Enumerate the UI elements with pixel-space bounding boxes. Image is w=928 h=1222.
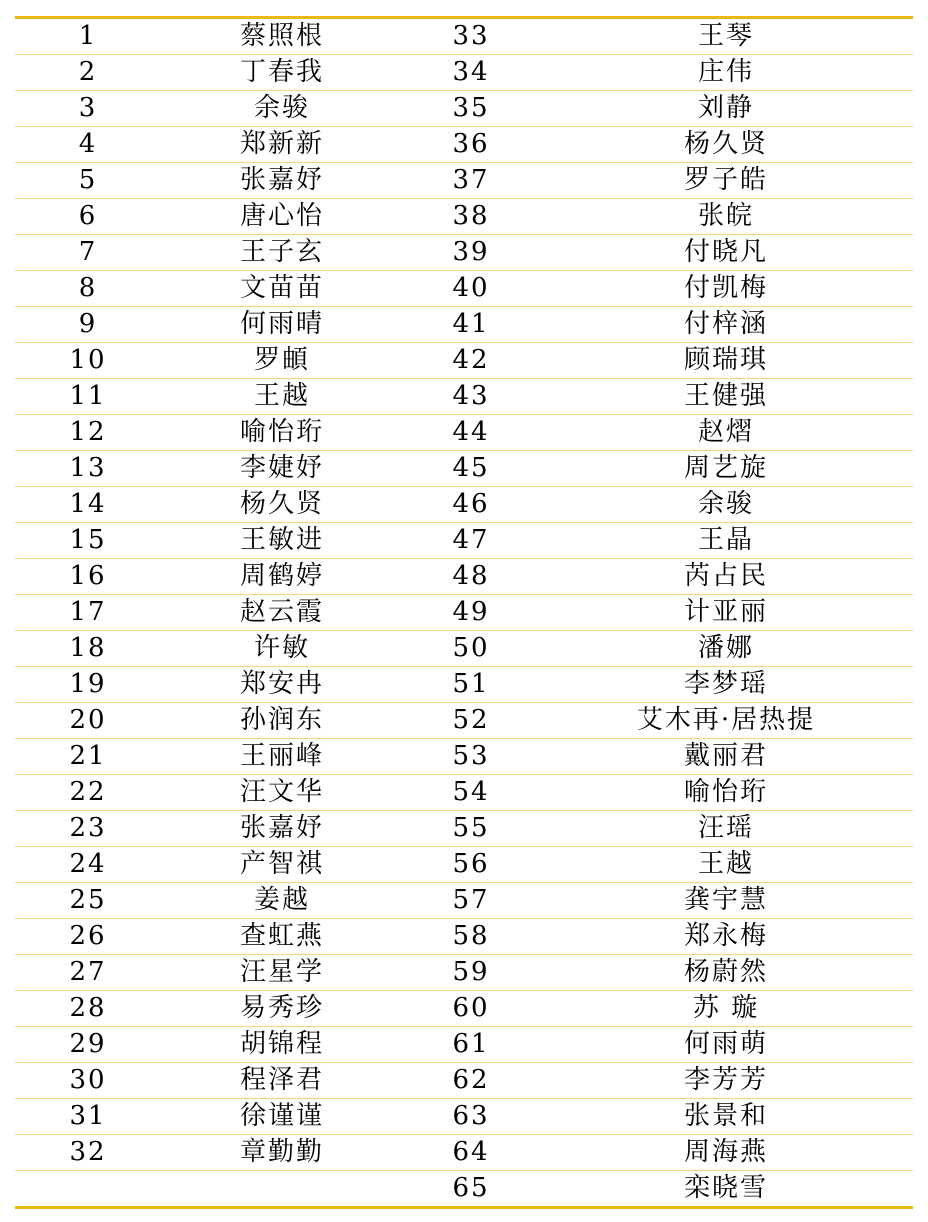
right-name-cell: 杨蔚然 — [683, 957, 768, 987]
left-number-cell: 11 — [69, 381, 107, 411]
right-name-cell: 计亚丽 — [683, 597, 768, 627]
left-name-cell: 程泽君 — [239, 1065, 324, 1095]
left-number-cell: 9 — [78, 309, 98, 339]
left-name-cell: 王丽峰 — [239, 741, 324, 771]
table-row — [15, 91, 913, 127]
left-name-cell: 王子玄 — [239, 237, 324, 267]
right-number-cell: 65 — [452, 1173, 490, 1203]
left-number-cell: 12 — [69, 417, 107, 447]
left-number-cell: 18 — [69, 633, 107, 663]
right-name-cell: 潘娜 — [697, 633, 754, 663]
left-number-cell: 15 — [69, 525, 107, 555]
table-row — [15, 667, 913, 703]
right-number-cell: 61 — [452, 1029, 490, 1059]
right-number-cell: 53 — [452, 741, 490, 771]
table-row — [15, 271, 913, 307]
table-row — [15, 163, 913, 199]
left-number-cell: 28 — [69, 993, 107, 1023]
left-name-cell: 唐心怡 — [239, 201, 324, 231]
table-row — [15, 1171, 913, 1206]
left-number-cell: 8 — [78, 273, 98, 303]
left-name-cell: 汪星学 — [239, 957, 324, 987]
right-name-cell: 庄伟 — [697, 57, 754, 87]
left-number-cell: 22 — [69, 777, 107, 807]
table-row — [15, 1027, 913, 1063]
right-number-cell: 41 — [452, 309, 490, 339]
right-number-cell: 37 — [452, 165, 490, 195]
left-number-cell: 29 — [69, 1029, 107, 1059]
table-row — [15, 991, 913, 1027]
left-name-cell: 余骏 — [253, 93, 310, 123]
left-number-cell: 27 — [69, 957, 107, 987]
table-row — [15, 775, 913, 811]
table-row — [15, 883, 913, 919]
table-row — [15, 1063, 913, 1099]
right-name-cell: 王越 — [697, 849, 754, 879]
table-row — [15, 595, 913, 631]
left-name-cell: 何雨晴 — [239, 309, 324, 339]
table-row — [15, 199, 913, 235]
right-name-cell: 苏 璇 — [692, 993, 760, 1023]
left-name-cell: 易秀珍 — [239, 993, 324, 1023]
right-number-cell: 59 — [452, 957, 490, 987]
right-name-cell: 龚宇慧 — [683, 885, 768, 915]
table-row — [15, 919, 913, 955]
right-name-cell: 喻怡珩 — [683, 777, 768, 807]
right-name-cell: 赵熠 — [697, 417, 754, 447]
right-name-cell: 付凯梅 — [683, 273, 768, 303]
right-number-cell: 56 — [452, 849, 490, 879]
right-number-cell: 46 — [452, 489, 490, 519]
right-name-cell: 杨久贤 — [683, 129, 768, 159]
right-name-cell: 周艺旋 — [683, 453, 768, 483]
left-name-cell: 郑安冉 — [239, 669, 324, 699]
left-name-cell: 孙润东 — [239, 705, 324, 735]
table-row — [15, 811, 913, 847]
left-name-cell: 周鹤婷 — [239, 561, 324, 591]
left-name-cell: 罗頔 — [253, 345, 310, 375]
right-number-cell: 64 — [452, 1137, 490, 1167]
right-name-cell: 顾瑞琪 — [683, 345, 768, 375]
right-name-cell: 王琴 — [697, 21, 754, 51]
left-name-cell: 赵云霞 — [239, 597, 324, 627]
table-row — [15, 379, 913, 415]
right-number-cell: 39 — [452, 237, 490, 267]
left-name-cell: 王敏进 — [239, 525, 324, 555]
table-row — [15, 955, 913, 991]
left-number-cell: 32 — [69, 1137, 107, 1167]
left-number-cell: 19 — [69, 669, 107, 699]
left-name-cell: 李婕妤 — [239, 453, 324, 483]
right-name-cell: 张景和 — [683, 1101, 768, 1131]
left-number-cell: 20 — [69, 705, 107, 735]
right-name-cell: 周海燕 — [683, 1137, 768, 1167]
name-list-table — [15, 16, 913, 1209]
table-row — [15, 523, 913, 559]
table-row — [15, 19, 913, 55]
table-row — [15, 739, 913, 775]
left-number-cell: 6 — [78, 201, 98, 231]
left-name-cell: 杨久贤 — [239, 489, 324, 519]
table-row — [15, 55, 913, 91]
right-number-cell: 57 — [452, 885, 490, 915]
table-row — [15, 847, 913, 883]
table-row — [15, 487, 913, 523]
left-name-cell: 蔡照根 — [239, 21, 324, 51]
table-row — [15, 307, 913, 343]
right-name-cell: 何雨萌 — [683, 1029, 768, 1059]
table-row — [15, 451, 913, 487]
right-name-cell: 付梓涵 — [683, 309, 768, 339]
right-number-cell: 33 — [452, 21, 490, 51]
left-name-cell: 文苗苗 — [239, 273, 324, 303]
right-name-cell: 余骏 — [697, 489, 754, 519]
left-name-cell: 王越 — [253, 381, 310, 411]
left-name-cell: 胡锦程 — [239, 1029, 324, 1059]
table-row — [15, 127, 913, 163]
right-name-cell: 刘静 — [697, 93, 754, 123]
right-name-cell: 李梦瑶 — [683, 669, 768, 699]
left-number-cell: 5 — [78, 165, 98, 195]
right-number-cell: 45 — [452, 453, 490, 483]
right-number-cell: 62 — [452, 1065, 490, 1095]
left-number-cell: 4 — [78, 129, 98, 159]
left-number-cell: 10 — [69, 345, 107, 375]
table-row — [15, 1135, 913, 1171]
right-number-cell: 40 — [452, 273, 490, 303]
right-number-cell: 54 — [452, 777, 490, 807]
right-name-cell: 栾晓雪 — [683, 1173, 768, 1203]
right-name-cell: 戴丽君 — [683, 741, 768, 771]
right-number-cell: 38 — [452, 201, 490, 231]
left-name-cell: 产智祺 — [239, 849, 324, 879]
table-row — [15, 415, 913, 451]
right-number-cell: 44 — [452, 417, 490, 447]
right-name-cell: 王晶 — [697, 525, 754, 555]
left-name-cell: 姜越 — [253, 885, 310, 915]
table-row — [15, 559, 913, 595]
right-name-cell: 罗子皓 — [683, 165, 768, 195]
right-number-cell: 42 — [452, 345, 490, 375]
left-number-cell: 16 — [69, 561, 107, 591]
right-number-cell: 60 — [452, 993, 490, 1023]
right-name-cell: 郑永梅 — [683, 921, 768, 951]
right-number-cell: 52 — [452, 705, 490, 735]
table-row — [15, 631, 913, 667]
left-number-cell: 21 — [69, 741, 107, 771]
left-number-cell: 1 — [78, 21, 98, 51]
left-number-cell: 14 — [69, 489, 107, 519]
right-number-cell: 47 — [452, 525, 490, 555]
left-name-cell: 汪文华 — [239, 777, 324, 807]
left-name-cell: 查虹燕 — [239, 921, 324, 951]
right-number-cell: 35 — [452, 93, 490, 123]
left-number-cell: 17 — [69, 597, 107, 627]
left-number-cell: 31 — [69, 1101, 107, 1131]
right-name-cell: 芮占民 — [683, 561, 768, 591]
left-number-cell: 13 — [69, 453, 107, 483]
right-name-cell: 张皖 — [697, 201, 754, 231]
left-name-cell: 喻怡珩 — [239, 417, 324, 447]
left-number-cell: 26 — [69, 921, 107, 951]
table-row — [15, 235, 913, 271]
right-number-cell: 34 — [452, 57, 490, 87]
right-number-cell: 43 — [452, 381, 490, 411]
left-name-cell: 张嘉妤 — [239, 165, 324, 195]
left-number-cell: 25 — [69, 885, 107, 915]
left-name-cell: 郑新新 — [239, 129, 324, 159]
right-number-cell: 49 — [452, 597, 490, 627]
left-number-cell: 7 — [78, 237, 98, 267]
left-number-cell: 2 — [78, 57, 98, 87]
table-row — [15, 1099, 913, 1135]
left-number-cell: 30 — [69, 1065, 107, 1095]
right-number-cell: 36 — [452, 129, 490, 159]
right-name-cell: 王健强 — [683, 381, 768, 411]
right-name-cell: 付晓凡 — [683, 237, 768, 267]
right-name-cell: 艾木再·居热提 — [636, 705, 816, 735]
right-number-cell: 48 — [452, 561, 490, 591]
left-name-cell: 张嘉妤 — [239, 813, 324, 843]
left-name-cell: 许敏 — [253, 633, 310, 663]
table-row — [15, 703, 913, 739]
right-number-cell: 55 — [452, 813, 490, 843]
table-row — [15, 343, 913, 379]
left-name-cell: 徐谨谨 — [239, 1101, 324, 1131]
left-name-cell: 丁春我 — [239, 57, 324, 87]
left-number-cell: 24 — [69, 849, 107, 879]
left-number-cell: 3 — [78, 93, 98, 123]
right-number-cell: 51 — [452, 669, 490, 699]
right-number-cell: 63 — [452, 1101, 490, 1131]
right-number-cell: 50 — [452, 633, 490, 663]
left-name-cell: 章勤勤 — [239, 1137, 324, 1167]
right-name-cell: 汪瑶 — [697, 813, 754, 843]
right-name-cell: 李芳芳 — [683, 1065, 768, 1095]
left-number-cell: 23 — [69, 813, 107, 843]
right-number-cell: 58 — [452, 921, 490, 951]
